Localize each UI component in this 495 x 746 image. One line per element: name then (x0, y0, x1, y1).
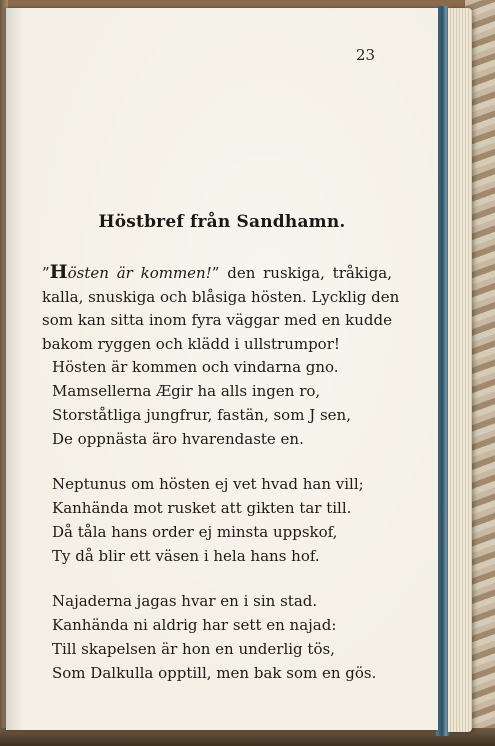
quote-close: ” (211, 264, 220, 282)
verse-line: Hösten är kommen och vindarna gno. (52, 358, 339, 376)
prose-line-1-rest: den ruskiga, tråkiga, (219, 264, 393, 282)
verse-line: Kanhända mot rusket att gikten tar till. (52, 499, 352, 517)
background-bottom (0, 728, 495, 746)
prose-line-1 (42, 262, 392, 283)
verse-line: Mamsellerna Ægir ha alls ingen ro, (52, 382, 321, 400)
page-number: 23 (356, 46, 376, 64)
verse-line: Ty då blir ett väsen i hela hans hof. (52, 547, 320, 565)
book-page (6, 8, 438, 730)
verse-line: Storståtliga jungfrur, fastän, som J sen, (52, 406, 351, 424)
page-title: Höstbref från Sandhamn. (98, 212, 346, 232)
verse-line: Som Dalkulla opptill, men bak som en gös. (52, 664, 377, 682)
verse-line: Najaderna jagas hvar en i sin stad. (52, 592, 318, 610)
quote-open: ” (42, 264, 50, 282)
prose-line-4: bakom ryggen och klädd i ullstrumpor! (42, 335, 340, 353)
verse-line: Neptunus om hösten ej vet hvad han vill; (52, 475, 364, 493)
prose-line-3: som kan sitta inom fyra väggar med en kudde (42, 311, 392, 329)
verse-line: Kanhända ni aldrig har sett en najad: (52, 616, 337, 634)
verse-line: Då tåla hans order ej minsta uppskof, (52, 523, 338, 541)
dropcap-letter: H (49, 261, 68, 283)
italic-exclamation: östen är kommen! (67, 264, 212, 282)
verse-line: De oppnästa äro hvarendaste en. (52, 430, 304, 448)
verse-line: Till skapelsen är hon en underlig tös, (52, 640, 335, 658)
prose-line-2: kalla, snuskiga och blåsiga hösten. Lycklig den (42, 288, 400, 306)
page-edges (448, 8, 472, 732)
